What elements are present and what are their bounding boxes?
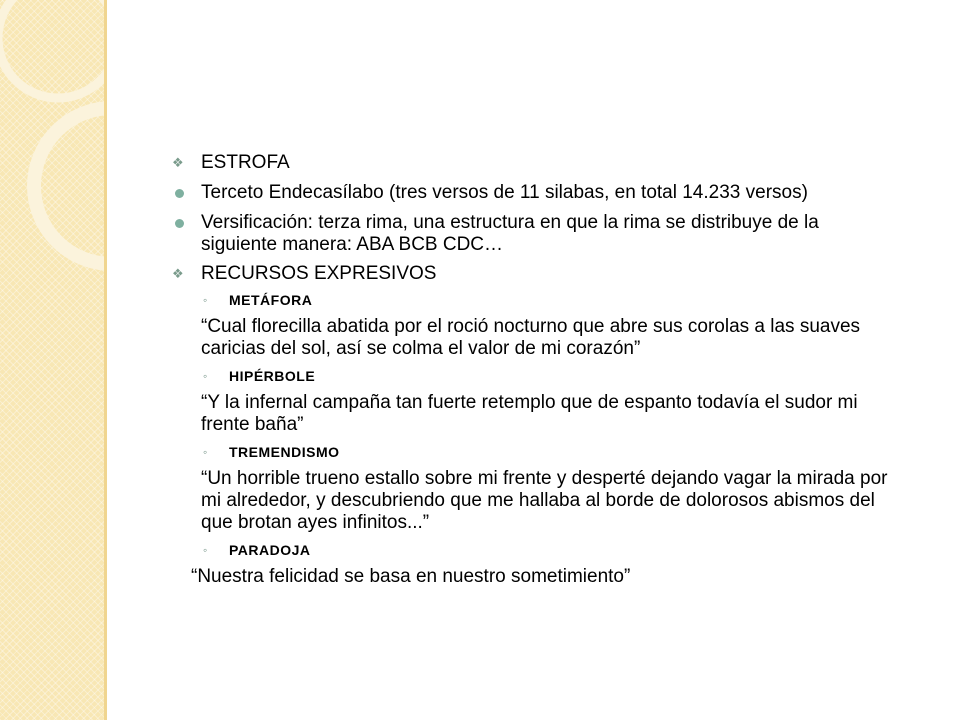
terceto-row [166,182,896,204]
tremendismo-quote: “Un horrible trueno estallo sobre mi frente y desperté dejando vagar la mirada por mi alrededor, y descubriendo que me hallaba al borde de dolorosos abismos del que brotan ayes infinitos...” [201,468,888,533]
estrofa-heading-row [166,152,896,174]
decorative-rings [0,0,104,300]
recursos-heading: RECURSOS EXPRESIVOS [201,263,437,284]
metafora-label-row [166,291,896,309]
slide-content [166,152,896,588]
versificacion-text: Versificación: terza rima, una estructura en que la rima se distribuye de la siguiente manera: ABA BCB CDC… [201,212,819,255]
decorative-side-panel [0,0,104,720]
large-ring [34,108,104,264]
hiperbole-label: HIPÉRBOLE [229,368,316,384]
circle-bullet-icon: ◦ [203,445,208,459]
terceto-text: Terceto Endecasílabo (tres versos de 11 silabas, en total 14.233 versos) [201,182,808,203]
dot-bullet-icon [175,212,205,234]
dot-bullet-icon [175,182,205,204]
paradoja-label: PARADOJA [229,542,311,558]
diamond-bullet-icon: ❖ [172,266,184,281]
recursos-heading-row [166,263,896,285]
metafora-quote: “Cual florecilla abatida por el roció nocturno que abre sus corolas a las suaves caricias del sol, así se colma el valor de mi corazón” [201,316,861,359]
circle-bullet-icon: ◦ [203,293,208,307]
estrofa-heading: ESTROFA [201,152,290,173]
small-ring [0,0,104,98]
hiperbole-quote: “Y la infernal campaña tan fuerte retemplo que de espanto todavía el sudor mi frente baña” [201,392,858,435]
circle-bullet-icon: ◦ [203,369,208,383]
circle-bullet-icon: ◦ [203,543,208,557]
metafora-label: METÁFORA [229,292,313,308]
diamond-bullet-icon: ❖ [172,155,184,170]
tremendismo-label: TREMENDISMO [229,444,340,460]
side-panel-edge [104,0,107,720]
paradoja-label-row [166,541,896,559]
versificacion-row [166,212,896,256]
paradoja-quote: “Nuestra felicidad se basa en nuestro sometimiento” [191,566,631,587]
hiperbole-label-row [166,367,896,385]
tremendismo-label-row [166,443,896,461]
